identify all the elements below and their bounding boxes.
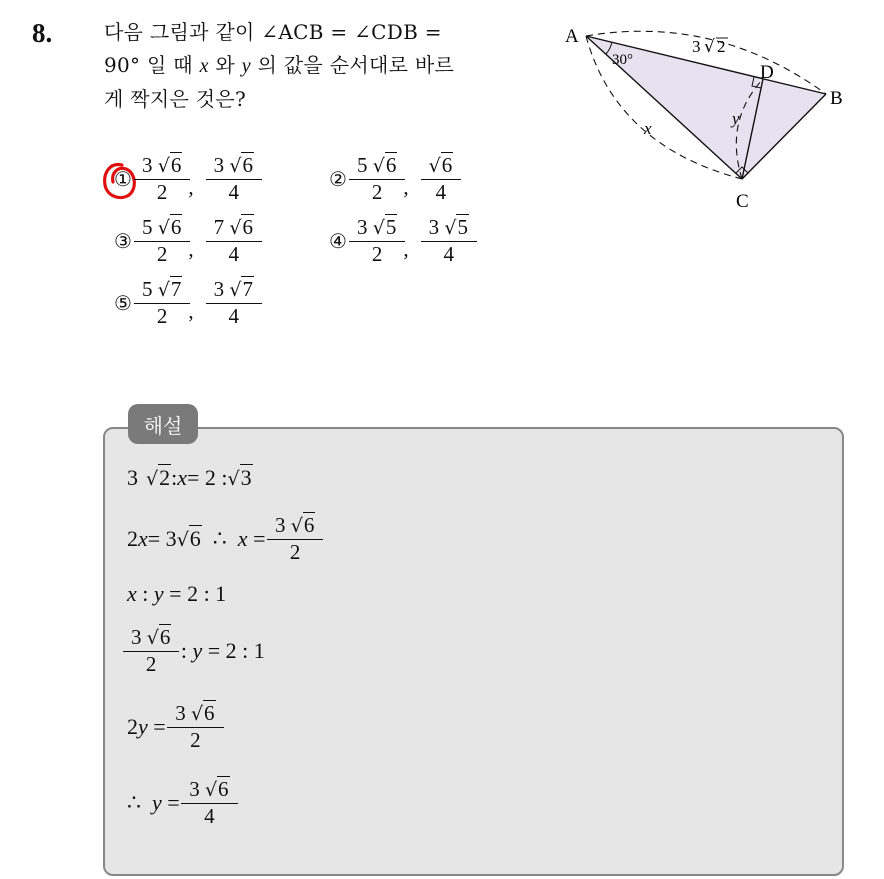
solution-line-4-frac: $\frac{3 √6}{2}$ bbox=[127, 625, 175, 676]
label-B: B bbox=[830, 88, 843, 109]
choice-4[interactable]: ④ $\frac{3 √5}{2}$ , $\frac{3 √5}{4}$ bbox=[323, 215, 473, 266]
choice-1[interactable]: ① $\frac{3 √6}{2}$ , $\frac{3 √6}{4}$ bbox=[108, 153, 258, 204]
choice-3-number: ③ bbox=[114, 228, 132, 253]
choice-3[interactable]: ③ $\frac{5 √6}{2}$ , $\frac{7 √6}{4}$ bbox=[108, 215, 258, 266]
question-text bbox=[104, 16, 544, 116]
label-angle-30: 30° bbox=[612, 52, 633, 68]
choice-2-frac-a: $\frac{5 √6}{2}$ bbox=[353, 153, 401, 204]
choice-1-frac-b: $\frac{3 √6}{4}$ bbox=[210, 153, 258, 204]
triangle-figure bbox=[556, 16, 856, 216]
question-line-2: 90° 일 때 x 와 y 의 값을 순서대로 바르 bbox=[104, 53, 455, 77]
choice-5-frac-a: $\frac{5 √7}{2}$ bbox=[138, 277, 186, 328]
choice-1-number: ① bbox=[114, 166, 132, 191]
choice-4-number: ④ bbox=[329, 228, 347, 253]
solution-line-6-frac: $\frac{3 √6}{4}$ bbox=[185, 777, 233, 828]
choice-3-frac-a: $\frac{5 √6}{2}$ bbox=[138, 215, 186, 266]
choice-2[interactable]: ② $\frac{5 √6}{2}$ , $\frac{√6}{4}$ bbox=[323, 153, 457, 204]
label-C: C bbox=[736, 191, 749, 212]
solution-line-1: 3 √2 : x = 2 : √3 bbox=[127, 465, 252, 490]
label-y: y bbox=[732, 109, 740, 128]
question-line-1: 다음 그림과 같이 ∠ACB = ∠CDB = bbox=[104, 20, 442, 44]
solution-panel bbox=[103, 427, 844, 876]
choice-5[interactable]: ⑤ $\frac{5 √7}{2}$ , $\frac{3 √7}{4}$ bbox=[108, 277, 258, 328]
choice-2-number: ② bbox=[329, 166, 347, 191]
solution-line-4: $\frac{3 √6}{2}$ : y = 2 : 1 bbox=[127, 625, 265, 676]
solution-line-6: ∴ y = $\frac{3 √6}{4}$ bbox=[127, 777, 234, 828]
solution-line-2-frac: $\frac{3 √6}{2}$ bbox=[271, 513, 319, 564]
choice-5-number: ⑤ bbox=[114, 290, 132, 315]
question-number: 8. bbox=[32, 18, 53, 48]
label-AB-coef: 3 bbox=[692, 37, 701, 56]
label-AB-rad: 2 bbox=[717, 37, 726, 56]
choice-4-frac-b: $\frac{3 √5}{4}$ bbox=[425, 215, 473, 266]
label-x: x bbox=[644, 119, 652, 138]
solution-line-2: 2 x = 3 √6 ∴ x = $\frac{3 √6}{2}$ bbox=[127, 513, 319, 564]
question-line-3: 게 짝지은 것은? bbox=[104, 87, 247, 111]
label-AB-rad-sign: √ bbox=[704, 37, 715, 57]
solution-line-5: 2 y = $\frac{3 √6}{2}$ bbox=[127, 701, 220, 752]
choice-4-frac-a: $\frac{3 √5}{2}$ bbox=[353, 215, 401, 266]
choice-3-frac-b: $\frac{7 √6}{4}$ bbox=[210, 215, 258, 266]
choice-5-frac-b: $\frac{3 √7}{4}$ bbox=[210, 277, 258, 328]
choice-2-frac-b: $\frac{√6}{4}$ bbox=[425, 153, 458, 204]
solution-line-5-frac: $\frac{3 √6}{2}$ bbox=[171, 701, 219, 752]
solution-line-3: x : y = 2 : 1 bbox=[127, 581, 227, 606]
choice-1-frac-a: $\frac{3 √6}{2}$ bbox=[138, 153, 186, 204]
solution-tab: 해설 bbox=[128, 404, 198, 444]
label-D: D bbox=[760, 62, 774, 83]
label-A: A bbox=[565, 26, 579, 47]
